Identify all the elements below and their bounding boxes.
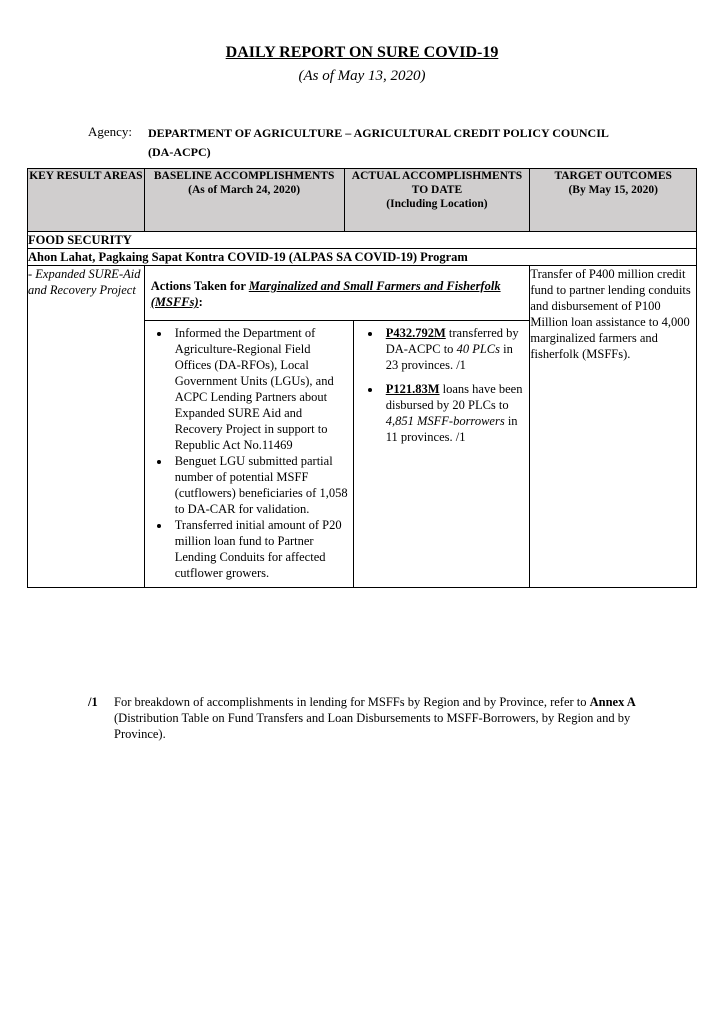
baseline-list bbox=[149, 325, 349, 581]
list-item: • P121.83M loans have been disbursed by 20 PLCs to 4,851 MSFF-borrowers in 11 provinces. /1 bbox=[382, 381, 526, 445]
accomplishments-inner bbox=[145, 320, 530, 587]
header-target: TARGET OUTCOMES (By May 15, 2020) bbox=[530, 169, 697, 232]
actions-heading: Actions Taken for Marginalized and Small Farmers and Fisherfolk (MSFFs): bbox=[150, 279, 501, 309]
program-row bbox=[28, 249, 697, 266]
table-row bbox=[28, 266, 697, 588]
list-item: • Transferred initial amount of P20 million loan fund to Partner Lending Conduits for affected cutflower growers. bbox=[171, 517, 349, 581]
agency-name bbox=[148, 124, 648, 162]
report-date: (As of May 13, 2020) bbox=[298, 68, 426, 84]
section-food-security: FOOD SECURITY bbox=[28, 232, 697, 249]
report-table bbox=[27, 168, 697, 588]
agency-name-line2: (DA-ACPC) bbox=[148, 145, 211, 159]
footnote-mark: /1 bbox=[88, 695, 98, 709]
list-item: • Informed the Department of Agriculture-Regional Field Offices (DA-RFOs), Local Government Units (LGUs), and ACPC Lending Partners about Expanded SURE Aid and Recovery Project in support to Republic Act No.11469 bbox=[171, 325, 349, 453]
list-item: • Benguet LGU submitted partial number of potential MSFF (cutflowers) beneficiaries of 1,058 to DA-CAR for validation. bbox=[171, 453, 349, 517]
actual-list bbox=[360, 325, 526, 445]
actual-list-cell bbox=[354, 321, 530, 587]
list-item: • P432.792M transferred by DA-ACPC to 40 PLCs in 23 provinces. /1 bbox=[382, 325, 526, 373]
agency-label: Agency: bbox=[88, 124, 133, 139]
header-row bbox=[28, 169, 697, 232]
key-result-area-cell: - Expanded SURE-Aid and Recovery Project bbox=[28, 266, 145, 588]
footnote bbox=[88, 694, 658, 742]
annex-reference: Annex A bbox=[589, 695, 636, 709]
baseline-list-cell bbox=[145, 321, 354, 587]
header-key-result-areas: KEY RESULT AREAS bbox=[28, 169, 145, 232]
agency-name-line1: DEPARTMENT OF AGRICULTURE – AGRICULTURAL CREDIT POLICY COUNCIL bbox=[148, 126, 609, 140]
program-title: Ahon Lahat, Pagkaing Sapat Kontra COVID-19 (ALPAS SA COVID-19) Program bbox=[28, 249, 697, 266]
target-outcome-cell: Transfer of P400 million credit fund to partner lending conduits and disbursement of P100 Million loan assistance to 4,000 marginalized farmers and fisherfolk (MSFFs). bbox=[530, 266, 697, 588]
header-actual: ACTUAL ACCOMPLISHMENTS TO DATE (Including Location) bbox=[344, 169, 530, 232]
accomplishments-cell bbox=[144, 266, 530, 588]
header-baseline: BASELINE ACCOMPLISHMENTS (As of March 24, 2020) bbox=[144, 169, 344, 232]
section-row bbox=[28, 232, 697, 249]
footnote-text: For breakdown of accomplishments in lending for MSFFs by Region and by Province, refer to Annex A (Distribution Table on Fund Transfers and Loan Disbursements to MSFF-Borrowers, by Region and by Province). bbox=[114, 695, 636, 741]
report-title: DAILY REPORT ON SURE COVID-19 bbox=[225, 44, 499, 61]
